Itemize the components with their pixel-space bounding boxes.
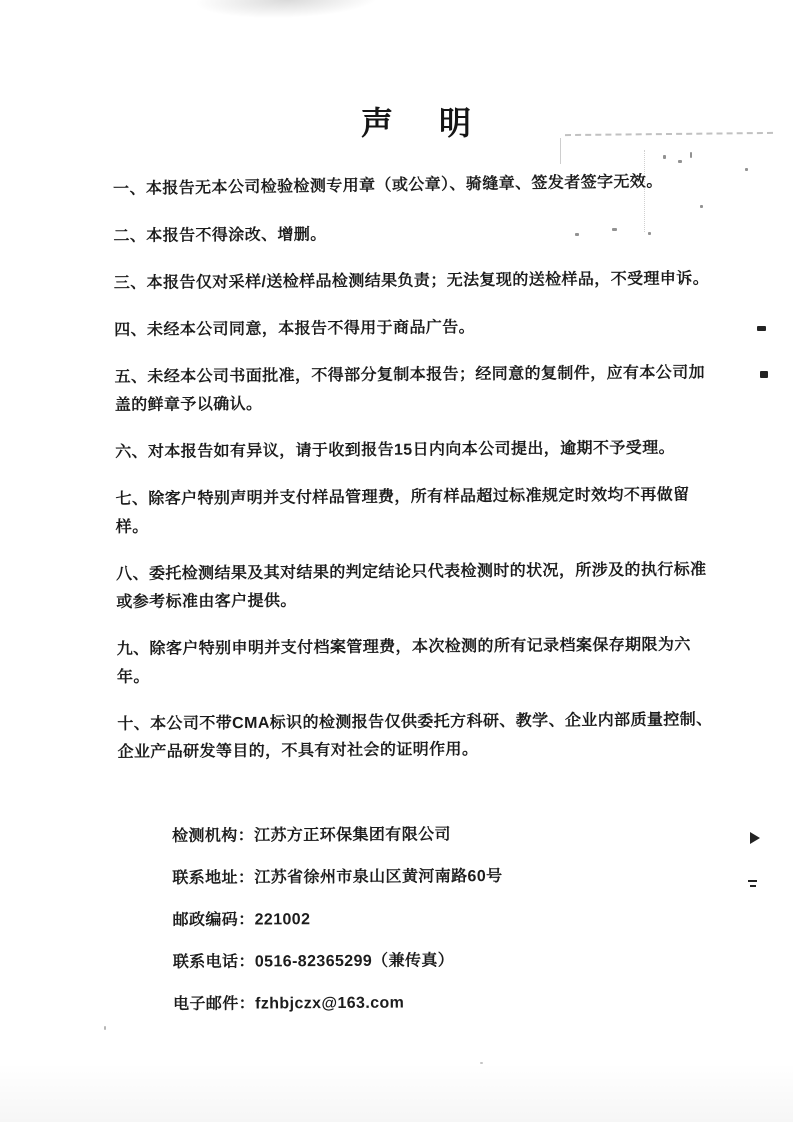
- statement-item: [113, 218, 713, 251]
- contact-row: [172, 866, 502, 890]
- scan-speck: [745, 168, 748, 171]
- page-edge-mark: [750, 885, 756, 887]
- scan-speck: [690, 152, 692, 158]
- statement-text: 五、未经本公司书面批准，不得部分复制本报告；经同意的复制件，应有本公司加盖的鲜章予以确认。: [114, 364, 706, 414]
- statement-text: 九、除客户特别申明并支付档案管理费，本次检测的所有记录档案保存期限为六年。: [116, 636, 691, 686]
- statement-text: 八、委托检测结果及其对结果的判定结论只代表检测时的状况，所涉及的执行标准或参考标准由客户提供。: [116, 561, 707, 611]
- statement-item: [115, 481, 715, 542]
- page-edge-mark: [748, 880, 757, 882]
- scan-speck: [663, 155, 666, 159]
- statement-text: 六、对本报告如有异议，请于收到报告15日内向本公司提出，逾期不予受理。: [115, 439, 676, 461]
- contact-label: 电子邮件：: [173, 995, 256, 1013]
- contact-value: 江苏方正环保集团有限公司: [254, 826, 451, 845]
- statement-item: [117, 706, 717, 767]
- page-edge-mark: [757, 326, 766, 331]
- scan-speck: [480, 1062, 483, 1064]
- statement-text: 四、未经本公司同意，本报告不得用于商品广告。: [114, 319, 476, 339]
- statement-item: [114, 359, 714, 420]
- page-edge-arrow-mark: [750, 832, 760, 844]
- statement-text: 七、除客户特别声明并支付样品管理费，所有样品超过标准规定时效均不再做留样。: [115, 486, 690, 536]
- statement-item: [117, 631, 717, 692]
- scan-speck: [104, 1026, 106, 1030]
- contact-row: [173, 908, 503, 932]
- page-title: 声 明: [360, 105, 478, 141]
- contact-label: 联系电话：: [172, 953, 255, 971]
- page-edge-mark: [760, 371, 768, 378]
- contact-value: 0516-82365299（兼传真）: [254, 952, 455, 971]
- statement-item: [115, 434, 715, 467]
- contact-value: 江苏省徐州市泉山区黄河南路60号: [254, 867, 503, 887]
- statements-list: [113, 171, 718, 786]
- statement-item: [116, 556, 716, 617]
- statement-text: 十、本公司不带CMA标识的检测报告仅供委托方科研、教学、企业内部质量控制、企业产品研发等目的，不具有对社会的证明作用。: [117, 711, 713, 761]
- statement-item: [114, 312, 714, 345]
- contact-row: [173, 950, 503, 974]
- statement-item: [113, 168, 713, 204]
- contact-value: fzhbjczx@163.com: [255, 994, 405, 1013]
- contact-row: [172, 824, 502, 848]
- contact-row: [173, 992, 503, 1016]
- scan-speck: [678, 160, 682, 163]
- contact-value: 221002: [254, 911, 311, 929]
- contact-block: [172, 824, 503, 1036]
- statement-text: 三、本报告仅对采样/送检样品检测结果负责；无法复现的送检样品，不受理申诉。: [113, 270, 710, 292]
- statement-item: [114, 265, 714, 298]
- contact-label: 检测机构：: [172, 827, 255, 845]
- statement-text: 一、本报告无本公司检验检测专用章（或公章）、骑缝章、签发者签字无效。: [112, 173, 663, 198]
- scan-smudge-top: [195, 0, 381, 21]
- contact-label: 邮政编码：: [172, 911, 255, 929]
- contact-label: 联系地址：: [172, 869, 255, 887]
- statement-text: 二、本报告不得涂改、增删。: [113, 226, 327, 245]
